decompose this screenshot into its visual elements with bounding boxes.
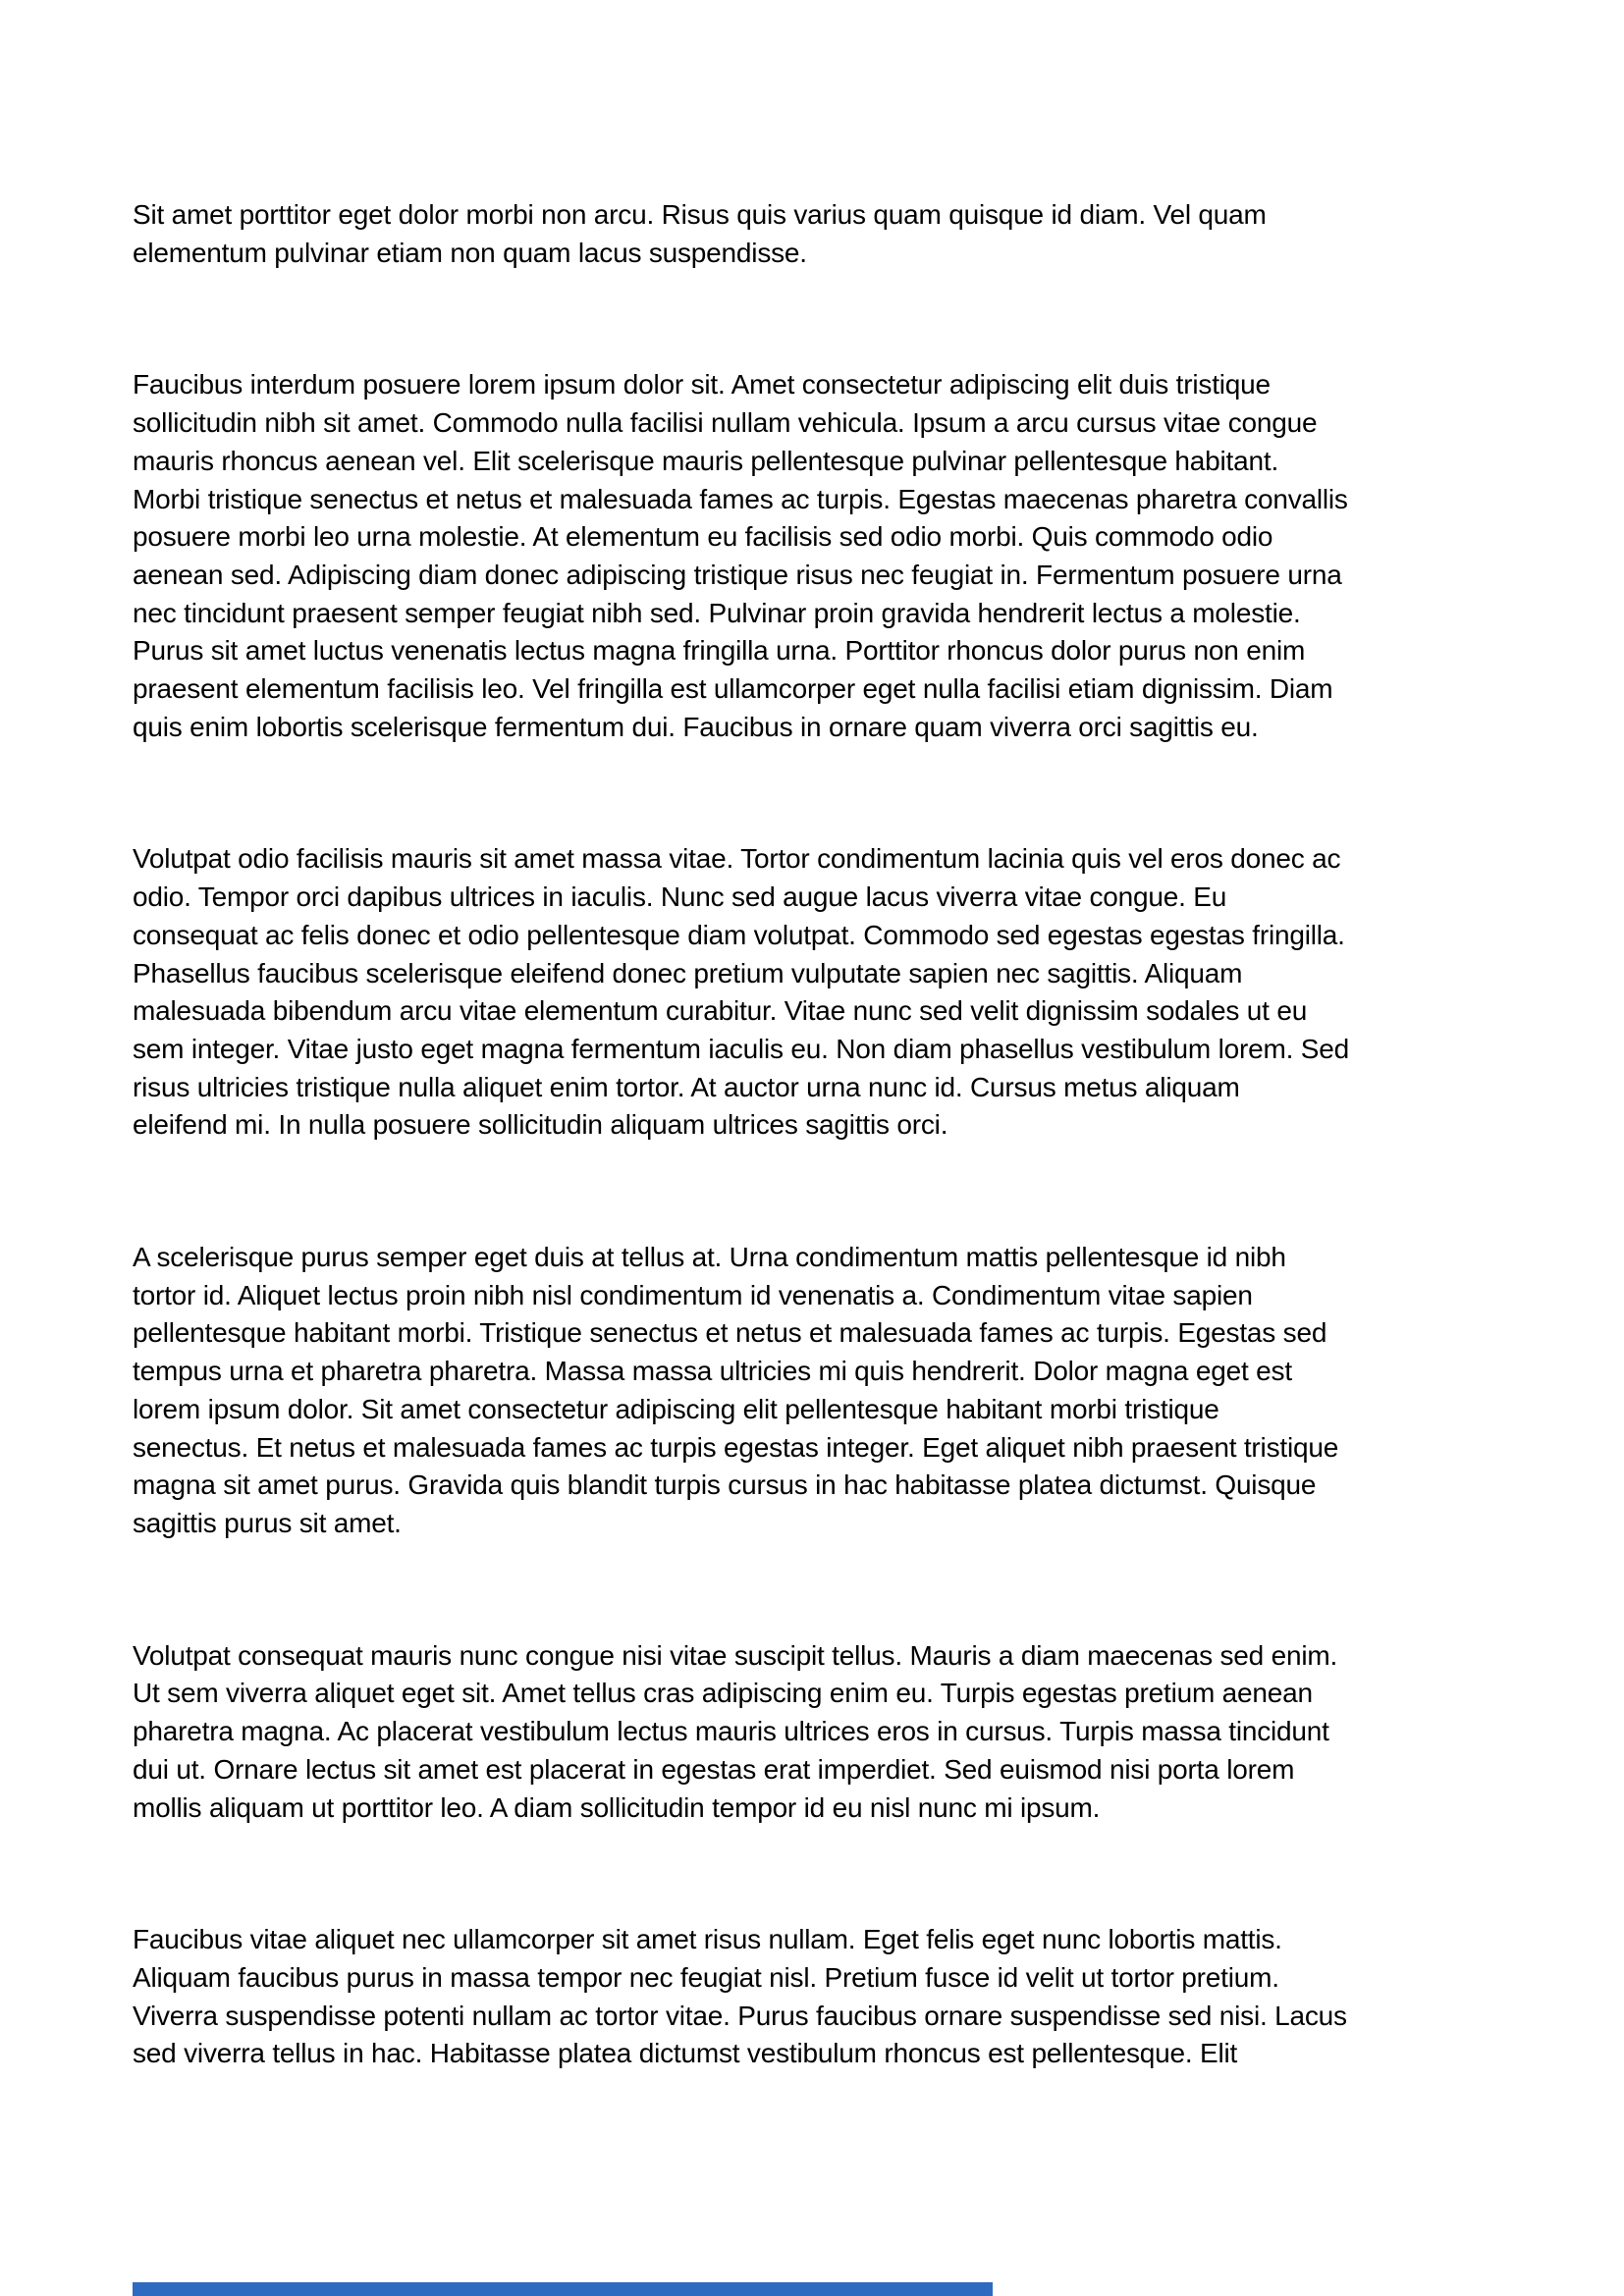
text-line: Faucibus interdum posuere lorem ipsum dolor sit. Amet consectetur adipiscing elit duis tristique xyxy=(133,369,1271,400)
text-line: tortor id. Aliquet lectus proin nibh nisl condimentum id venenatis a. Condimentum vitae sapien xyxy=(133,1279,1253,1310)
text-line: risus ultricies tristique nulla aliquet enim tortor. At auctor urna nunc id. Cursus metus aliquam xyxy=(133,1071,1240,1102)
text-line: Sit amet porttitor eget dolor morbi non arcu. Risus quis varius quam quisque id diam. Vel quam xyxy=(133,199,1267,230)
text-line: Volutpat odio facilisis mauris sit amet massa vitae. Tortor condimentum lacinia quis vel eros donec ac xyxy=(133,843,1341,875)
text-line: tempus urna et pharetra pharetra. Massa massa ultricies mi quis hendrerit. Dolor magna eget est xyxy=(133,1356,1292,1387)
paragraph xyxy=(133,840,1507,1145)
text-line: magna sit amet purus. Gravida quis blandit turpis cursus in hac habitasse platea dictumst. Quisque xyxy=(133,1469,1317,1501)
text-line: dui ut. Ornare lectus sit amet est placerat in egestas erat imperdiet. Sed euismod nisi porta lorem xyxy=(133,1753,1295,1785)
text-line: pharetra magna. Ac placerat vestibulum lectus mauris ultrices eros in cursus. Turpis massa tincidunt xyxy=(133,1716,1329,1747)
text-line: praesent elementum facilisis leo. Vel fringilla est ullamcorper eget nulla facilisi etiam dignissim. Diam xyxy=(133,673,1333,705)
text-line: aenean sed. Adipiscing diam donec adipiscing tristique risus nec feugiat in. Fermentum posuere urna xyxy=(133,559,1342,590)
paragraph xyxy=(133,1239,1507,1543)
text-line: mauris rhoncus aenean vel. Elit scelerisque mauris pellentesque pulvinar pellentesque habitant. xyxy=(133,445,1279,476)
text-line: malesuada bibendum arcu vitae elementum curabitur. Vitae nunc sed velit dignissim sodales ut eu xyxy=(133,995,1308,1027)
text-line: lorem ipsum dolor. Sit amet consectetur adipiscing elit pellentesque habitant morbi tristique xyxy=(133,1393,1219,1424)
text-line: senectus. Et netus et malesuada fames ac turpis egestas integer. Eget aliquet nibh praesent tristique xyxy=(133,1431,1339,1463)
text-line: Ut sem viverra aliquet eget sit. Amet tellus cras adipiscing enim eu. Turpis egestas pretium aenean xyxy=(133,1678,1313,1709)
text-line: posuere morbi leo urna molestie. At elementum eu facilisis sed odio morbi. Quis commodo odio xyxy=(133,521,1273,553)
text-line: sem integer. Vitae justo eget magna fermentum iaculis eu. Non diam phasellus vestibulum lorem. Sed xyxy=(133,1033,1349,1064)
text-line: quis enim lobortis scelerisque fermentum dui. Faucibus in ornare quam viverra orci sagittis eu. xyxy=(133,711,1259,742)
text-line: sed viverra tellus in hac. Habitasse platea dictumst vestibulum rhoncus est pellentesque. Elit xyxy=(133,2038,1238,2069)
text-line: Faucibus vitae aliquet nec ullamcorper sit amet risus nullam. Eget felis eget nunc lobortis mattis. xyxy=(133,1924,1282,1955)
paragraph xyxy=(133,1637,1507,1828)
text-line: nec tincidunt praesent semper feugiat nibh sed. Pulvinar proin gravida hendrerit lectus a molestie. xyxy=(133,597,1301,628)
text-line: Aliquam faucibus purus in massa tempor nec feugiat nisl. Pretium fusce id velit ut tortor pretium. xyxy=(133,1961,1279,1993)
paragraph xyxy=(133,366,1507,746)
text-line: Volutpat consequat mauris nunc congue nisi vitae suscipit tellus. Mauris a diam maecenas sed enim. xyxy=(133,1639,1338,1671)
text-line: sagittis purus sit amet. xyxy=(133,1507,402,1538)
selection-highlight-bar xyxy=(133,2282,993,2296)
document-body xyxy=(133,196,1507,2167)
text-line: mollis aliquam ut porttitor leo. A diam sollicitudin tempor id eu nisl nunc mi ipsum. xyxy=(133,1791,1101,1823)
text-line: Phasellus faucibus scelerisque eleifend donec pretium vulputate sapien nec sagittis. Aliquam xyxy=(133,957,1243,988)
text-line: pellentesque habitant morbi. Tristique senectus et netus et malesuada fames ac turpis. Egestas sed xyxy=(133,1317,1327,1349)
text-line: Purus sit amet luctus venenatis lectus magna fringilla urna. Porttitor rhoncus dolor purus non enim xyxy=(133,635,1306,667)
text-line: A scelerisque purus semper eget duis at tellus at. Urna condimentum mattis pellentesque id nibh xyxy=(133,1242,1286,1273)
text-line: odio. Tempor orci dapibus ultrices in iaculis. Nunc sed augue lacus viverra vitae congue. Eu xyxy=(133,881,1227,913)
text-line: Morbi tristique senectus et netus et malesuada fames ac turpis. Egestas maecenas pharetra convallis xyxy=(133,483,1348,514)
text-line: elementum pulvinar etiam non quam lacus suspendisse. xyxy=(133,237,807,268)
text-line: sollicitudin nibh sit amet. Commodo nulla facilisi nullam vehicula. Ipsum a arcu cursus vitae congue xyxy=(133,407,1318,439)
text-line: eleifend mi. In nulla posuere sollicitudin aliquam ultrices sagittis orci. xyxy=(133,1109,948,1141)
text-line: Viverra suspendisse potenti nullam ac tortor vitae. Purus faucibus ornare suspendisse sed nisi. Lacus xyxy=(133,2000,1347,2031)
paragraph xyxy=(133,1921,1507,2073)
text-line: consequat ac felis donec et odio pellentesque diam volutpat. Commodo sed egestas egestas fringilla. xyxy=(133,919,1345,950)
paragraph xyxy=(133,196,1507,272)
